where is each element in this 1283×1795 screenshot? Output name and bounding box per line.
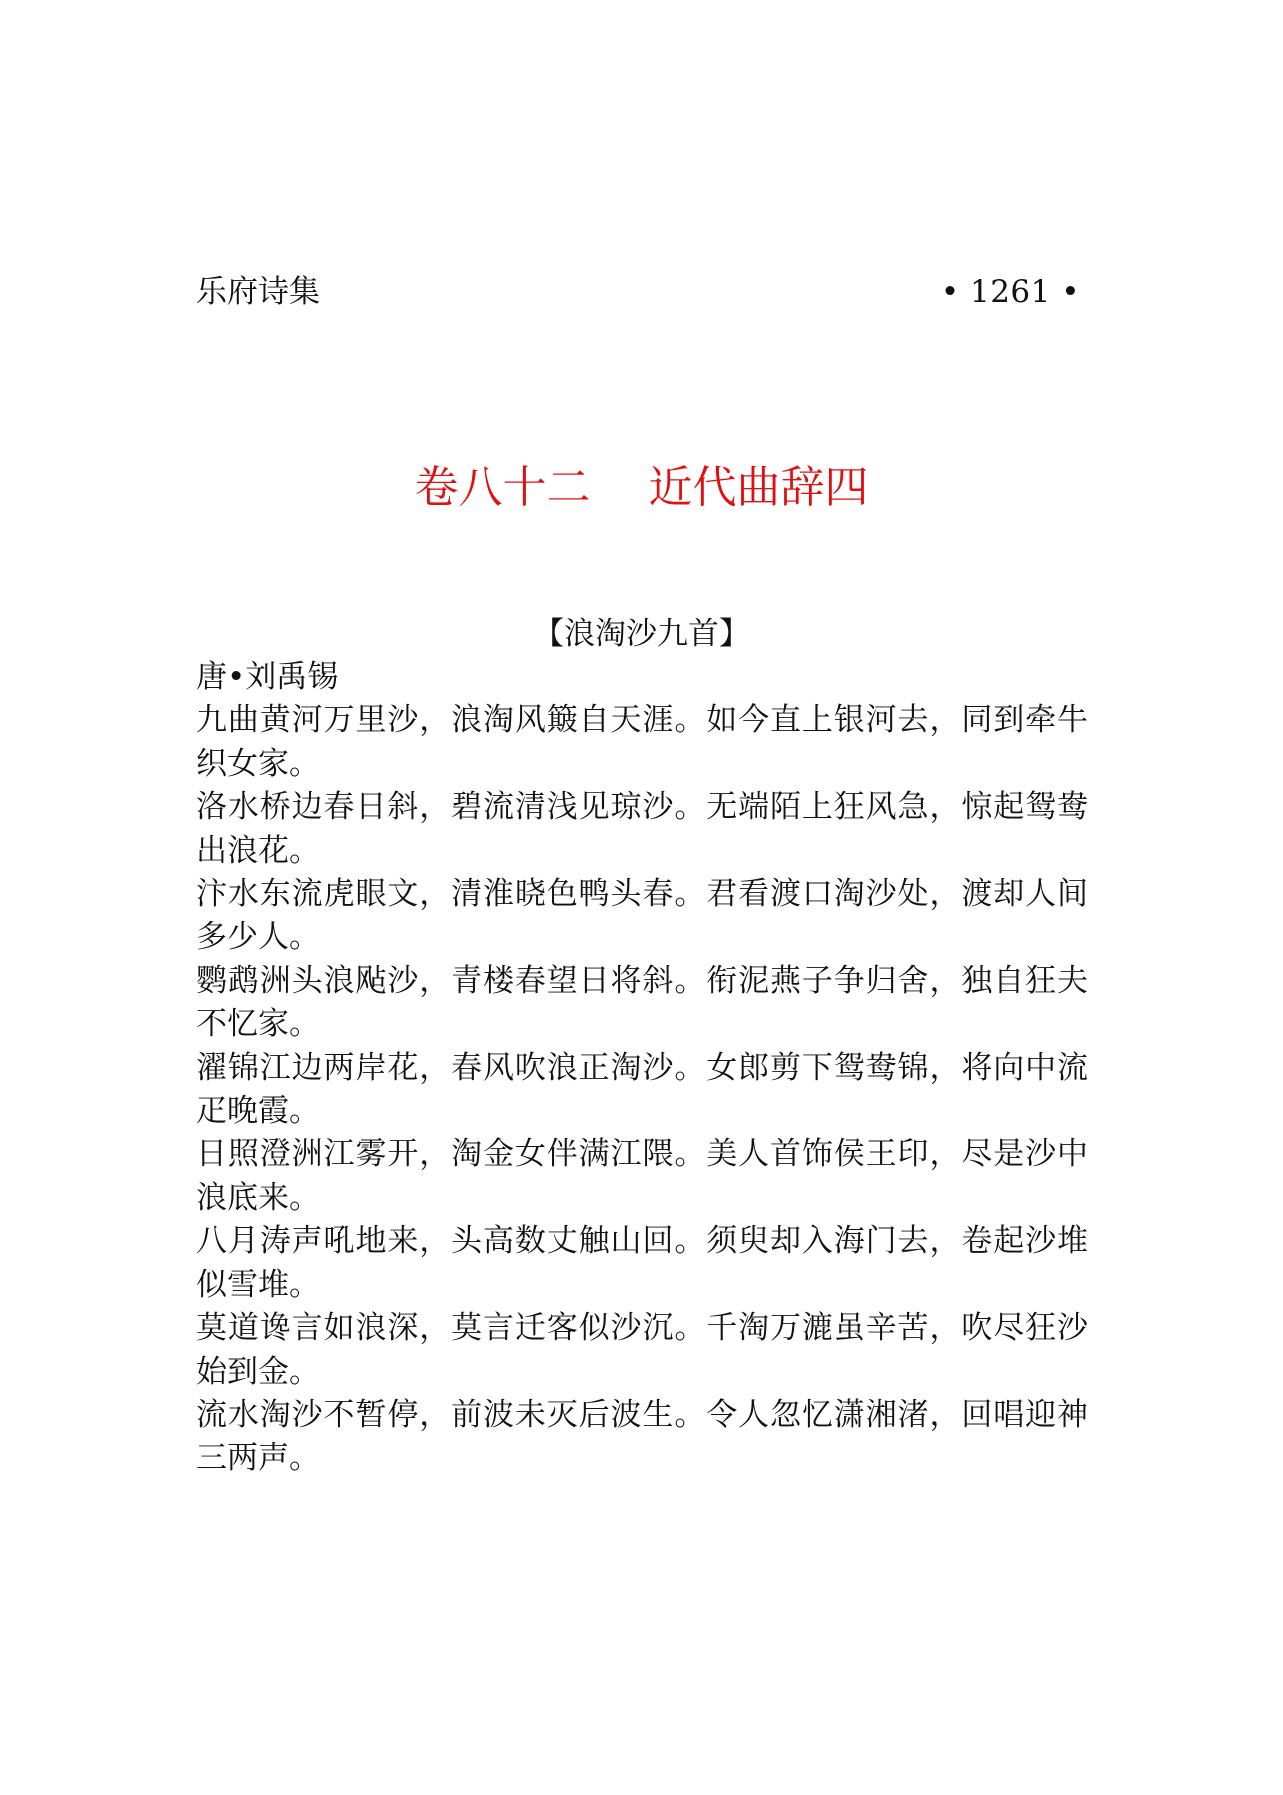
book-title: 乐府诗集 <box>196 274 320 310</box>
poem-title: 【浪淘沙九首】 <box>533 616 750 652</box>
verse-2: 洛水桥边春日斜，碧流清浅见琼沙。无端陌上狂风急，惊起鸳鸯出浪花。 <box>196 789 1088 869</box>
poem-author: 唐•刘禹锡 <box>196 659 339 695</box>
verse-6: 日照澄洲江雾开，淘金女伴满江隈。美人首饰侯王印，尽是沙中浪底来。 <box>196 1136 1088 1216</box>
verse-5: 濯锦江边两岸花，春风吹浪正淘沙。女郎剪下鸳鸯锦，将向中流疋晚霞。 <box>196 1049 1088 1130</box>
verse-9: 流水淘沙不暂停，前波未灭后波生。令人忽忆潇湘渚，回唱迎神三两声。 <box>196 1396 1088 1477</box>
running-header <box>196 270 1086 314</box>
poem-body <box>196 656 1088 1481</box>
page-number: • 1261 • <box>940 274 1080 310</box>
verse-8: 莫道谗言如浪深，莫言迁客似沙沉。千淘万漉虽辛苦，吹尽狂沙始到金。 <box>196 1310 1088 1390</box>
verse-3: 汴水东流虎眼文，清淮晓色鸭头春。君看渡口淘沙处，渡却人间多少人。 <box>196 876 1088 956</box>
verse-7: 八月涛声吼地来，头高数丈触山回。须臾却入海门去，卷起沙堆似雪堆。 <box>196 1223 1088 1303</box>
chapter-title: 卷八十二 近代曲辞四 <box>414 462 869 513</box>
verse-4: 鹦鹉洲头浪飐沙，青楼春望日将斜。衔泥燕子争归舍，独自狂夫不忆家。 <box>196 962 1088 1043</box>
verse-1: 九曲黄河万里沙，浪淘风簸自天涯。如今直上银河去，同到牵牛织女家。 <box>196 702 1088 782</box>
